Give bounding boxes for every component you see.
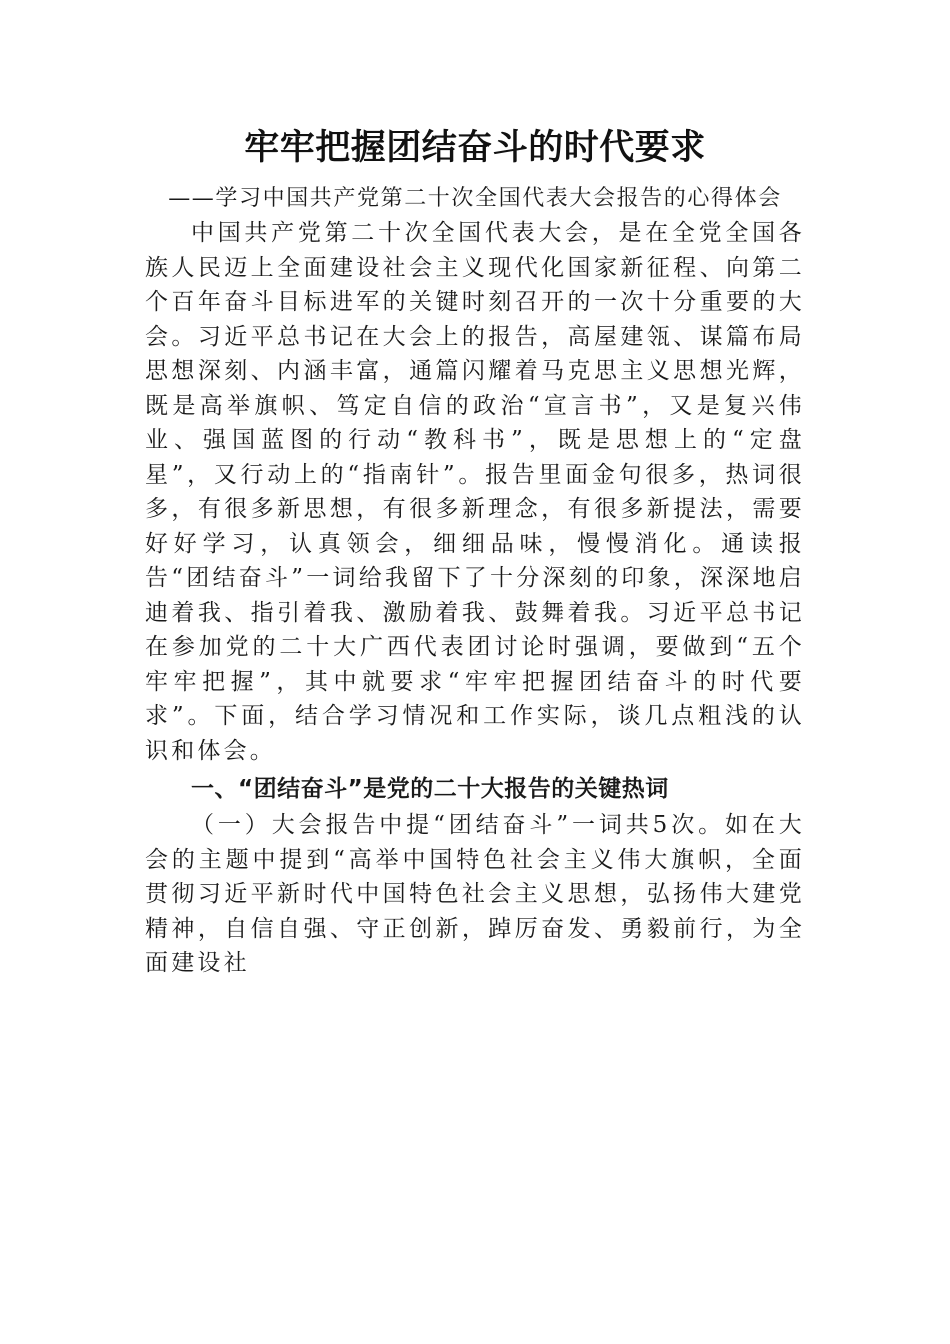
intro-paragraph: 中国共产党第二十次全国代表大会，是在全党全国各族人民迈上全面建设社会主义现代化国家新征程、向第二个百年奋斗目标进军的关键时刻召开的一次十分重要的大会。习近平总书记在大会上的报告，高屋建瓴、谋篇布局思想深刻、内涵丰富，通篇闪耀着马克思主义思想光辉，既是高举旗帜、笃定自信的政治“宣言书”，又是复兴伟业、强国蓝图的行动“教科书”，既是思想上的“定盘星”，又行动上的“指南针”。报告里面金句很多，热词很多，有很多新思想，有很多新理念，有很多新提法，需要好好学习，认真领会，细细品味，慢慢消化。通读报告“团结奋斗”一词给我留下了十分深刻的印象，深深地启迪着我、指引着我、激励着我、鼓舞着我。习近平总书记在参加党的二十大广西代表团讨论时强调，要做到“五个牢牢把握”，其中就要求“牢牢把握团结奋斗的时代要求”。下面，结合学习情况和工作实际，谈几点粗浅的认识和体会。 [145, 220, 805, 764]
section-heading: 一、“团结奋斗”是党的二十大报告的关键热词 [191, 776, 669, 802]
document-page [145, 118, 805, 981]
document-title: 牢牢把握团结奋斗的时代要求 [244, 128, 706, 168]
section-paragraph: （一）大会报告中提“团结奋斗”一词共5次。如在大会的主题中提到“高举中国特色社会主义伟大旗帜，全面贯彻习近平新时代中国特色社会主义思想，弘扬伟大建党精神，自信自强、守正创新，踔厉奋发、勇毅前行，为全面建设社 [145, 812, 805, 976]
document-subtitle: ——学习中国共产党第二十次全国代表大会报告的心得体会 [168, 186, 782, 211]
